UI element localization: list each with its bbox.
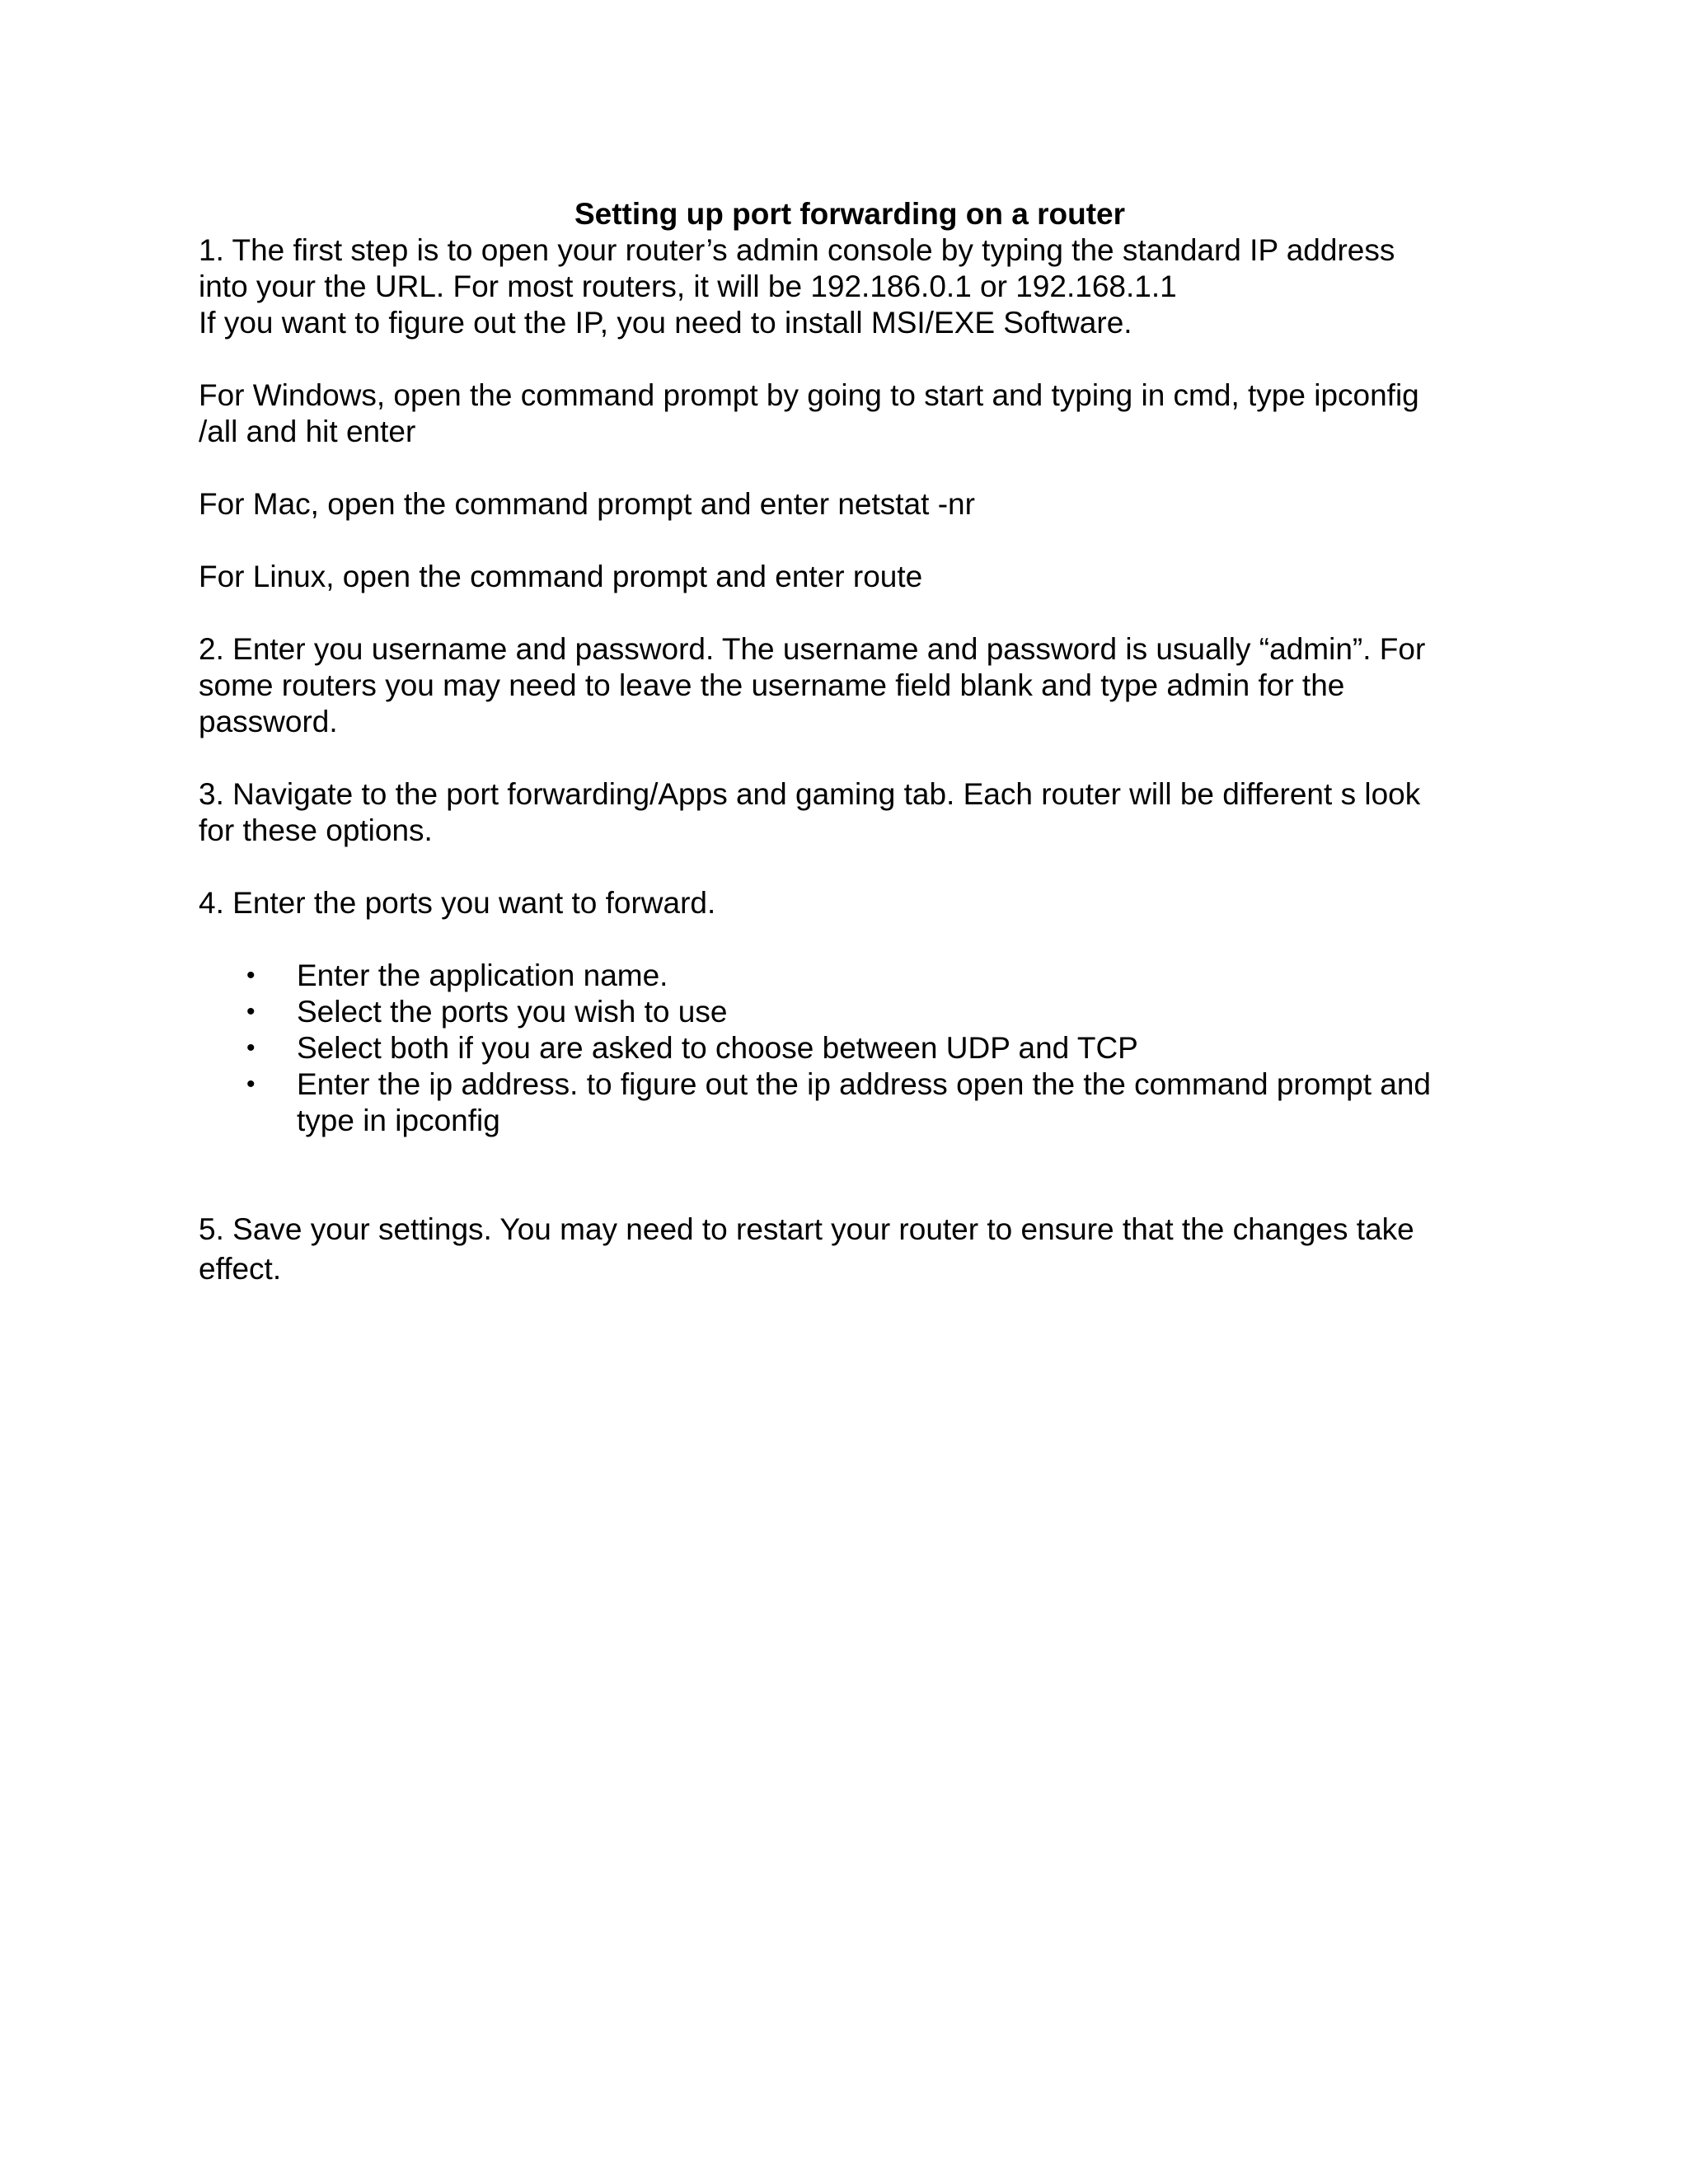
step-1-line-1: 1. The first step is to open your router’s admin console by typing the standard IP address xyxy=(199,233,1395,267)
list-item-text: Enter the ip address. to figure out the ip address open the the command prompt and xyxy=(297,1067,1432,1101)
step-2-paragraph xyxy=(199,631,1501,740)
list-item-text: type in ipconfig xyxy=(297,1104,500,1137)
windows-line-1: For Windows, open the command prompt by going to start and typing in cmd, type ipconfig xyxy=(199,378,1419,412)
spacer xyxy=(199,1139,1501,1175)
bullet-icon: • xyxy=(246,1034,256,1062)
spacer xyxy=(199,595,1501,631)
spacer xyxy=(199,921,1501,958)
step-1-line-2: into your the URL. For most routers, it will be 192.186.0.1 or 192.168.1.1 xyxy=(199,269,1177,303)
bullet-icon: • xyxy=(246,962,256,989)
step-2-line-2: some routers you may need to leave the username field blank and type admin for the xyxy=(199,668,1345,702)
step-3-line-1: 3. Navigate to the port forwarding/Apps and gaming tab. Each router will be different s look xyxy=(199,777,1421,811)
bullet-icon: • xyxy=(246,1071,256,1098)
windows-line-2: /all and hit enter xyxy=(199,415,416,448)
list-item-continuation xyxy=(199,1103,1501,1139)
list-item-text: Select both if you are asked to choose between UDP and TCP xyxy=(297,1031,1138,1065)
mac-paragraph: For Mac, open the command prompt and enter netstat -nr xyxy=(199,487,975,521)
bullet-icon: • xyxy=(246,998,256,1025)
step-5-line-1: 5. Save your settings. You may need to restart your router to ensure that the changes take xyxy=(199,1212,1414,1246)
step-5-paragraph xyxy=(199,1212,1501,1291)
windows-paragraph xyxy=(199,377,1501,450)
spacer xyxy=(199,450,1501,486)
document-title: Setting up port forwarding on a router xyxy=(574,197,1126,231)
step-2-line-3: password. xyxy=(199,705,338,738)
list-item xyxy=(199,1066,1501,1103)
step-1-paragraph xyxy=(199,232,1501,341)
spacer xyxy=(199,849,1501,885)
step-3-paragraph xyxy=(199,776,1501,849)
document-page xyxy=(199,196,1501,1291)
step-5-line-2: effect. xyxy=(199,1252,282,1286)
step-2-line-1: 2. Enter you username and password. The username and password is usually “admin”. For xyxy=(199,632,1426,666)
list-item xyxy=(199,1030,1501,1066)
list-item-text: Enter the application name. xyxy=(297,958,668,992)
step-4-paragraph: 4. Enter the ports you want to forward. xyxy=(199,886,716,920)
list-item xyxy=(199,958,1501,994)
step-1-line-3: If you want to figure out the IP, you need to install MSI/EXE Software. xyxy=(199,306,1132,340)
spacer xyxy=(199,523,1501,559)
list-item xyxy=(199,994,1501,1030)
linux-paragraph: For Linux, open the command prompt and enter route xyxy=(199,560,923,593)
bullet-list xyxy=(199,958,1501,1139)
step-3-line-2: for these options. xyxy=(199,813,433,847)
spacer xyxy=(199,341,1501,377)
spacer xyxy=(199,740,1501,776)
spacer xyxy=(199,1175,1501,1212)
list-item-text: Select the ports you wish to use xyxy=(297,995,728,1029)
